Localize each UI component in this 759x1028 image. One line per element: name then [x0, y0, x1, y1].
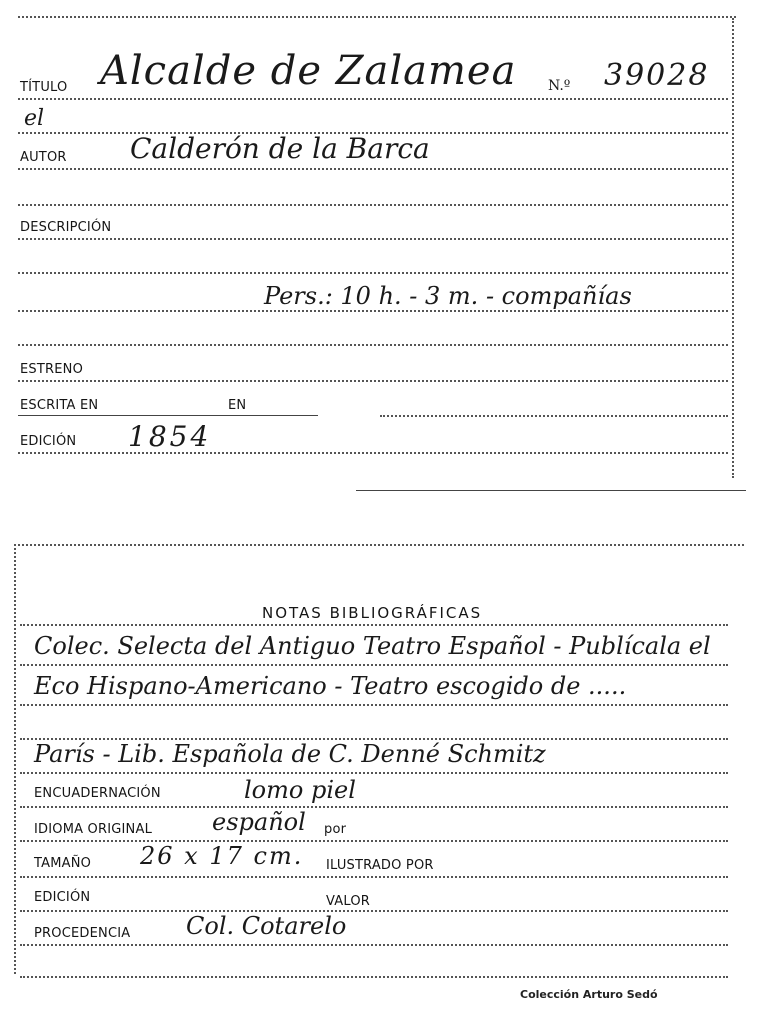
titulo-article: el	[24, 106, 45, 131]
blank-line-3	[18, 344, 728, 346]
edicion-bottom-label: EDICIÓN	[34, 890, 91, 905]
bottom-card-left-edge	[14, 544, 16, 974]
autor-label: AUTOR	[20, 150, 67, 165]
estreno-line	[18, 380, 728, 382]
notas-title-line	[20, 624, 728, 626]
numero-value: 39028	[604, 58, 710, 93]
valor-label: VALOR	[326, 894, 370, 909]
por-label: por	[324, 822, 347, 837]
estreno-label: ESTRENO	[20, 362, 84, 377]
titulo-line	[18, 98, 728, 100]
nota-line-1: Colec. Selecta del Antiguo Teatro Español - Publícala el	[34, 632, 711, 660]
tamano-value: 26 x 17 cm.	[140, 842, 304, 870]
nota-line-3-rule	[20, 772, 728, 774]
edicion-value: 1854	[128, 420, 212, 453]
top-card-bottom-edge	[356, 490, 746, 491]
procedencia-line	[20, 944, 728, 946]
tamano-line	[20, 876, 728, 878]
blank-line-1	[18, 204, 728, 206]
autor-line	[18, 168, 728, 170]
blank-line-5	[20, 976, 728, 978]
en-label: EN	[228, 398, 247, 413]
blank-line-2	[18, 272, 728, 274]
idioma-value: español	[212, 808, 306, 836]
encuadernacion-value: lomo piel	[244, 776, 356, 804]
notas-bibliograficas-title: NOTAS BIBLIOGRÁFICAS	[262, 604, 483, 622]
edicion-bottom-line	[20, 910, 728, 912]
nota-line-2-rule	[20, 704, 728, 706]
tamano-label: TAMAÑO	[34, 856, 92, 871]
nota-line-1-rule	[20, 664, 728, 666]
edicion-label: EDICIÓN	[20, 434, 77, 449]
titulo-label: TÍTULO	[20, 80, 68, 95]
numero-label: N.º	[548, 78, 571, 94]
descripcion-label: DESCRIPCIÓN	[20, 220, 112, 235]
ilustrado-label: ILUSTRADO POR	[326, 858, 434, 873]
descripcion-line	[18, 238, 728, 240]
descripcion-value: Pers.: 10 h. - 3 m. - compañías	[264, 282, 632, 310]
escrita-en-label: ESCRITA EN	[20, 398, 99, 413]
procedencia-value: Col. Cotarelo	[186, 912, 347, 940]
idioma-line	[20, 840, 728, 842]
titulo-value: Alcalde de Zalamea	[100, 48, 517, 94]
edicion-line	[18, 452, 728, 454]
encuadernacion-line	[20, 806, 728, 808]
procedencia-label: PROCEDENCIA	[34, 926, 131, 941]
nota-line-3: París - Lib. Española de C. Denné Schmitz	[34, 740, 546, 768]
encuadernacion-label: ENCUADERNACIÓN	[34, 786, 161, 801]
nota-line-2: Eco Hispano-Americano - Teatro escogido de .....	[34, 672, 627, 700]
idioma-label: IDIOMA ORIGINAL	[34, 822, 153, 837]
descripcion-value-line	[18, 310, 728, 312]
escrita-en-line-right	[380, 415, 728, 417]
autor-value: Calderón de la Barca	[130, 132, 430, 165]
top-border-line	[18, 16, 736, 18]
escrita-en-line	[18, 415, 318, 416]
top-card-right-edge	[732, 18, 734, 478]
bottom-card-top-edge	[14, 544, 744, 546]
coleccion-footer: Colección Arturo Sedó	[520, 988, 658, 1001]
